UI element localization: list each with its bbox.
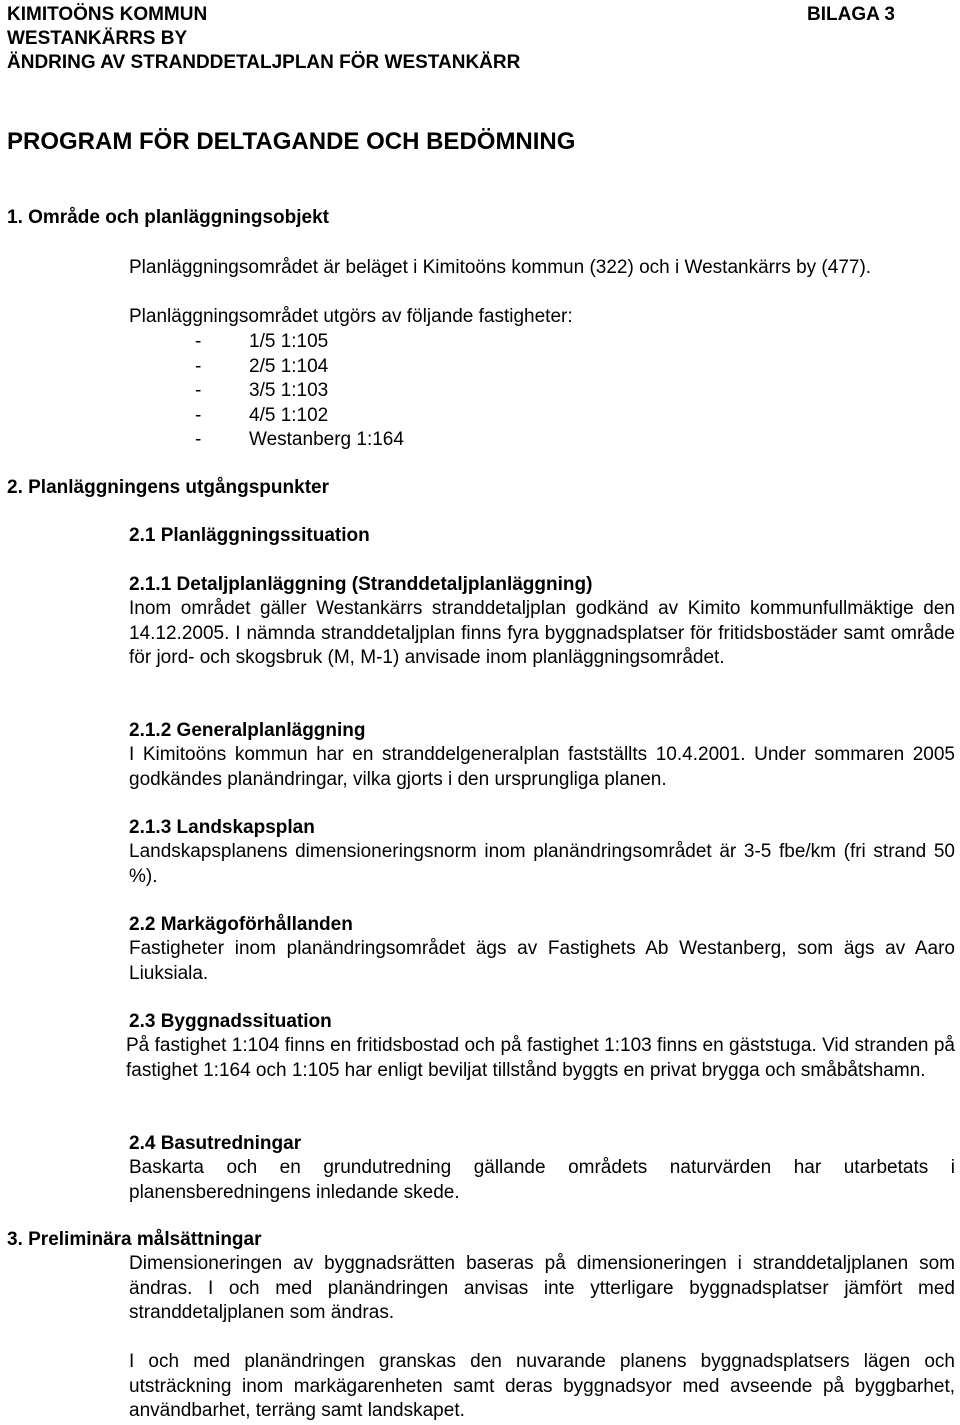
section-3-paragraph-1: Dimensioneringen av byggnadsrätten baseras på dimensioneringen i stranddetaljplanen som ändras. I och med planändringen anvisas inte ytterligare byggnadsplatser jämfört med stranddetaljplanen som ändras.: [129, 1253, 955, 1323]
list-dash: -: [195, 404, 202, 426]
section-1-paragraph-1: Planläggningsområdet är beläget i Kimitoöns kommun (322) och i Westankärrs by (477).: [129, 257, 872, 278]
section-2-1-2-heading: 2.1.2 Generalplanläggning: [129, 720, 366, 741]
section-2-1-3-heading: 2.1.3 Landskapsplan: [129, 817, 315, 838]
header-municipality: KIMITOÖNS KOMMUN: [7, 4, 208, 25]
page-title: PROGRAM FÖR DELTAGANDE OCH BEDÖMNING: [7, 128, 576, 155]
property-id: Westanberg 1:164: [249, 429, 404, 450]
property-id: 2/5 1:104: [249, 355, 329, 377]
list-item: [195, 428, 595, 453]
section-2-1-3-text: Landskapsplanens dimensioneringsnorm inom planändringsområdet är 3-5 fbe/km (fri strand 50 %).: [129, 841, 955, 887]
list-dash: -: [195, 355, 202, 377]
section-1-heading: 1. Område och planläggningsobjekt: [7, 207, 329, 228]
list-dash: -: [195, 429, 202, 450]
property-list: [195, 330, 595, 453]
section-2-2-heading: 2.2 Markägoförhållanden: [129, 914, 353, 935]
section-3-heading: 3. Preliminära målsättningar: [7, 1229, 262, 1250]
section-2-1-1-text: Inom området gäller Westankärrs stranddetaljplan godkänd av Kimito kommunfullmäktige den 14.12.2005. I nämnda stranddetaljplan finns fyra byggnadsplatser för fritidsbostäder samt område för jord- och skogsbruk (M, M-1) anvisade inom planläggningsområdet.: [129, 598, 955, 668]
section-3-paragraph-2: I och med planändringen granskas den nuvarande planens byggnadsplatsers lägen och utsträckning inom markägarenheten samt deras byggnadsyor med avseende på byggbarhet, användbarhet, terräng samt landskapet.: [129, 1351, 955, 1421]
list-dash: -: [195, 380, 202, 401]
section-2-1-2-text: I Kimitoöns kommun har en stranddelgeneralplan fastställts 10.4.2001. Under sommaren 2005 godkändes planändringar, vilka gjorts i den ursprungliga planen.: [129, 744, 955, 790]
list-dash: -: [195, 331, 202, 352]
list-item: [195, 404, 595, 429]
section-2-4-text: Baskarta och en grundutredning gällande områdets naturvärden har utarbetats i planensberedningens inledande skede.: [129, 1157, 955, 1203]
section-2-4-heading: 2.4 Basutredningar: [129, 1133, 302, 1154]
header-subject: ÄNDRING AV STRANDDETALJPLAN FÖR WESTANKÄRR: [7, 52, 521, 73]
list-item: [195, 330, 595, 355]
section-2-3-text: På fastighet 1:104 finns en fritidsbostad och på fastighet 1:103 finns en gäststuga. Vid stranden på fastighet 1:164 och 1:105 har enligt beviljat tillstånd byggts en privat brygga och småbåtshamn.: [126, 1035, 955, 1081]
section-2-3-heading: 2.3 Byggnadssituation: [129, 1011, 332, 1032]
list-item: [195, 355, 595, 380]
section-2-2-text: Fastigheter inom planändringsområdet ägs av Fastighets Ab Westanberg, som ägs av Aaro Liuksiala.: [129, 938, 955, 984]
section-2-1-1-heading: 2.1.1 Detaljplanläggning (Stranddetaljplanläggning): [129, 574, 593, 595]
section-1-paragraph-2: Planläggningsområdet utgörs av följande fastigheter:: [129, 306, 573, 327]
property-id: 4/5 1:102: [249, 404, 329, 426]
list-item: [195, 379, 595, 404]
header-village: WESTANKÄRRS BY: [7, 28, 188, 49]
section-2-1-heading: 2.1 Planläggningssituation: [129, 525, 370, 546]
property-id: 1/5 1:105: [249, 331, 329, 352]
header-attachment: BILAGA 3: [807, 4, 895, 25]
property-id: 3/5 1:103: [249, 380, 329, 401]
section-2-heading: 2. Planläggningens utgångspunkter: [7, 477, 329, 498]
